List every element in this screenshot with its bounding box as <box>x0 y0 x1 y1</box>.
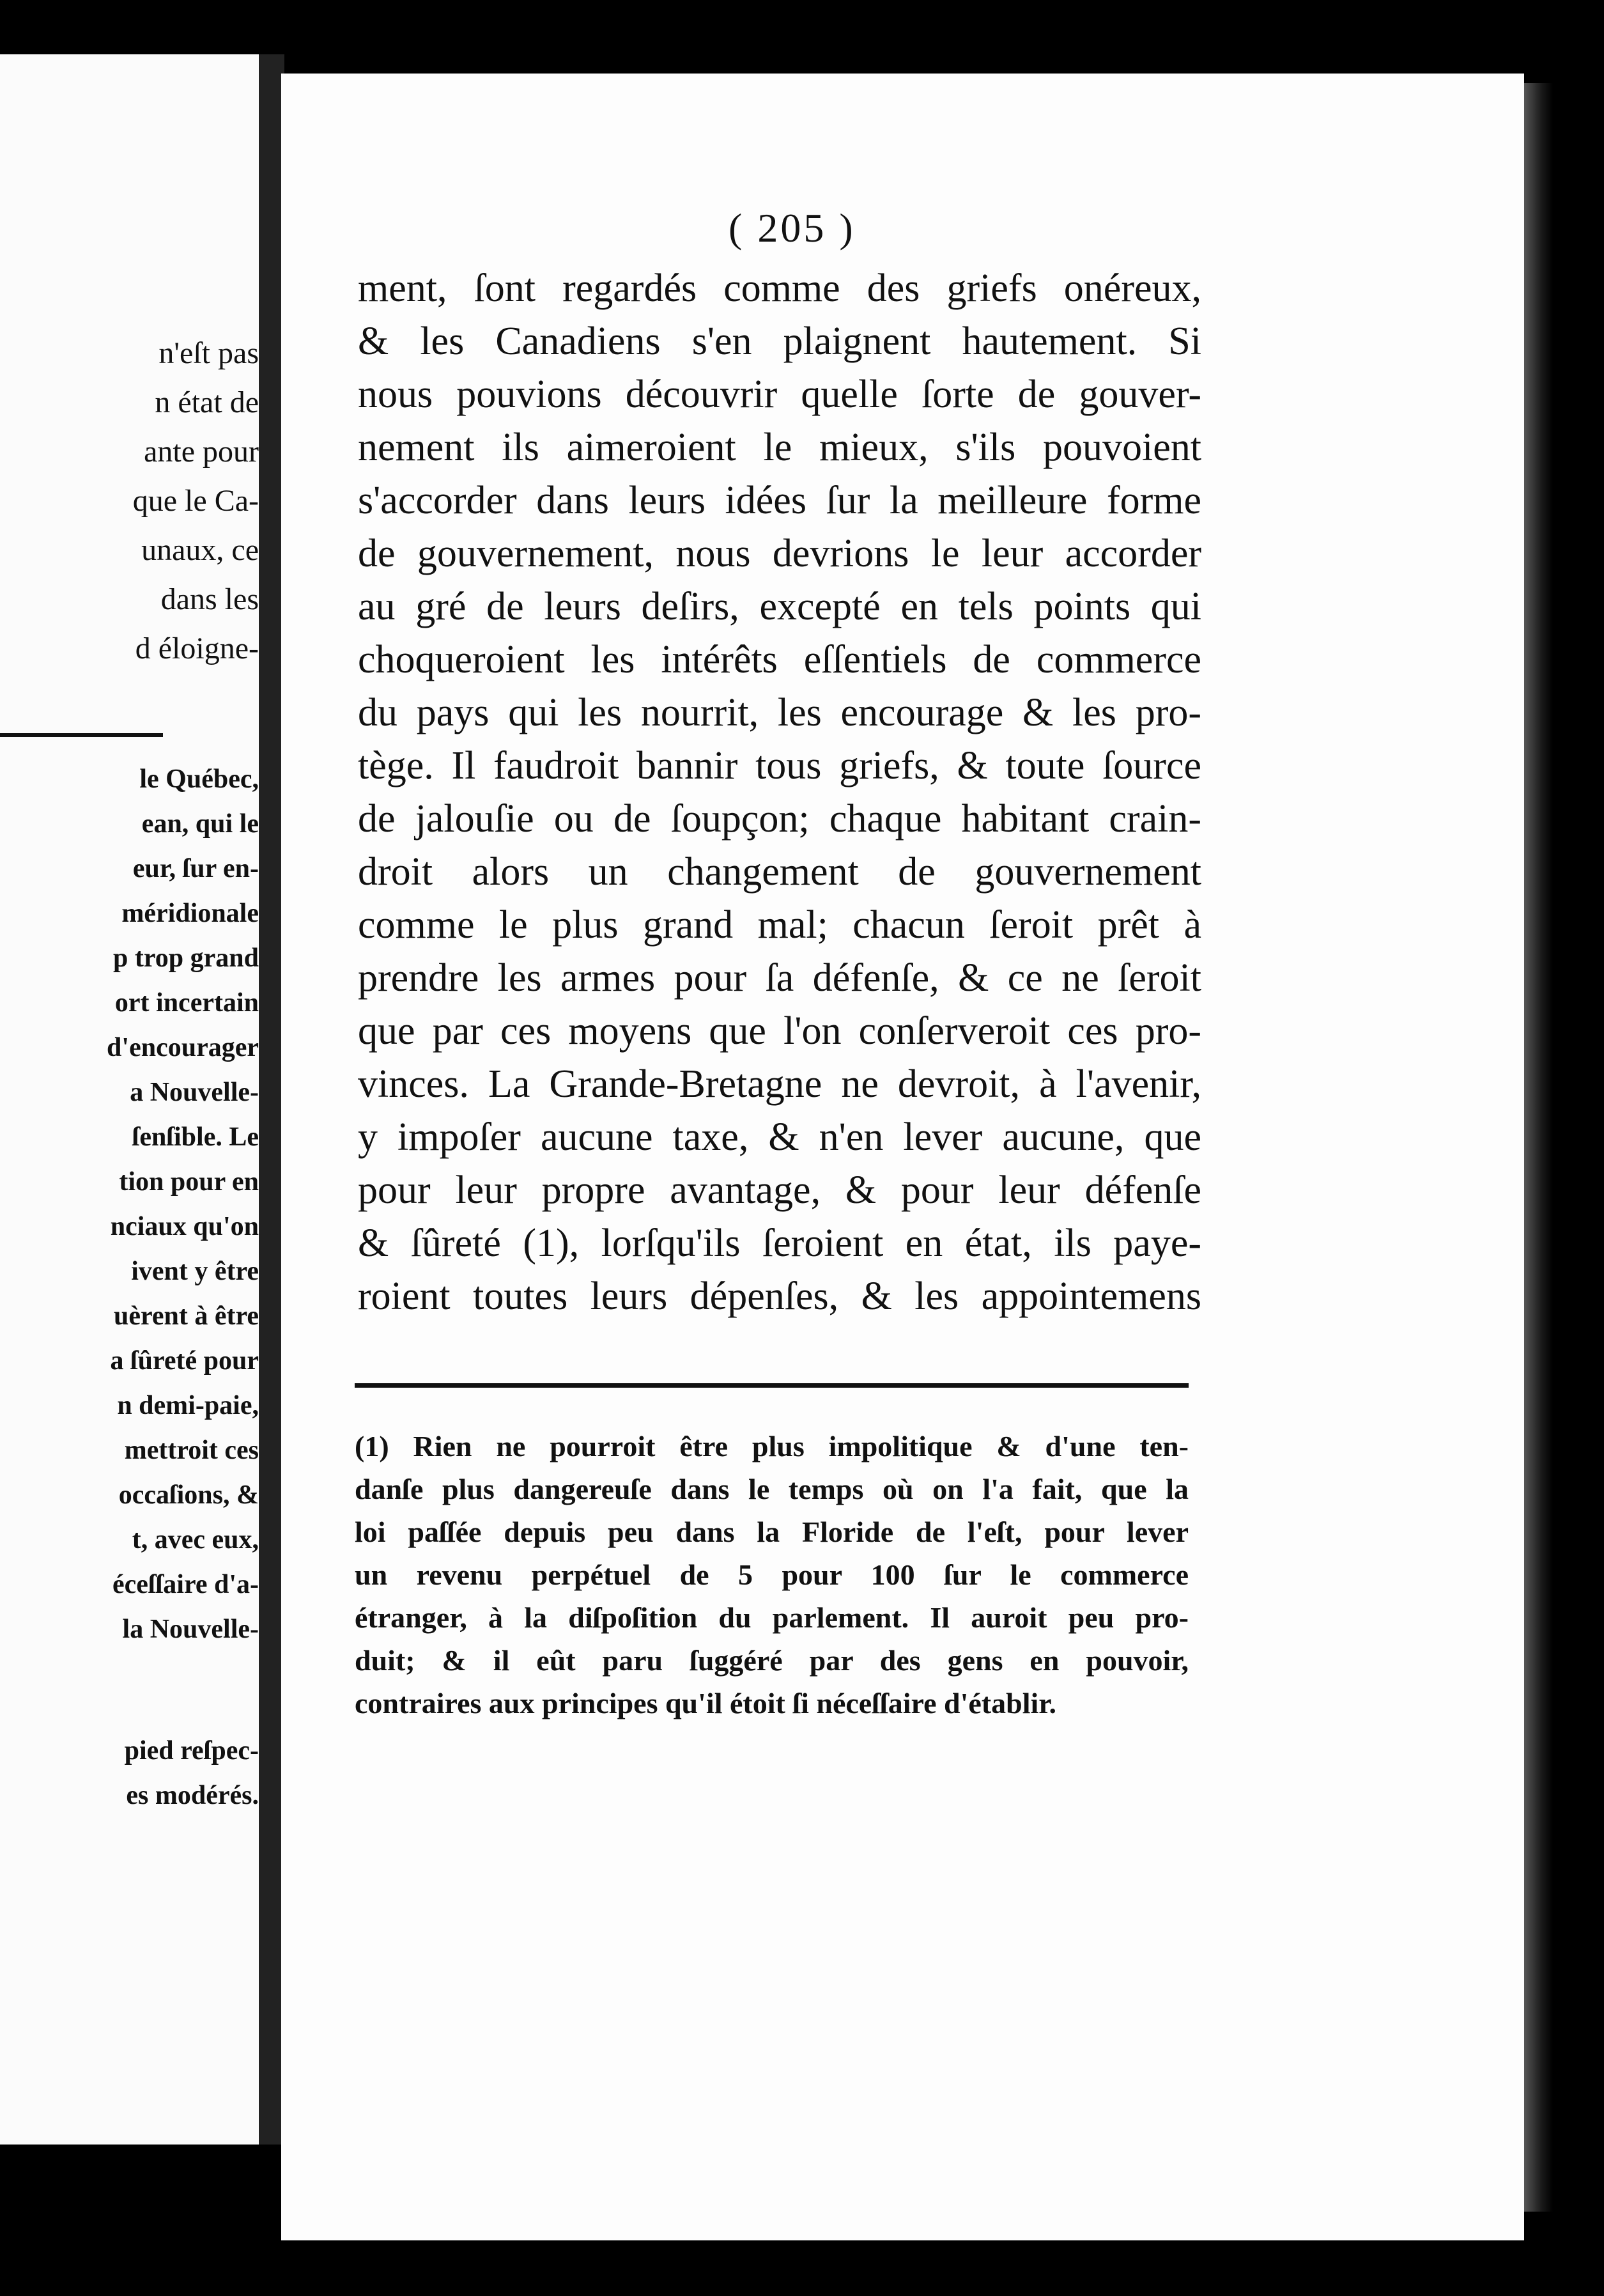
left-text-line: éceſſaire d'a- <box>112 1570 259 1599</box>
left-text-line: eur, ſur en- <box>132 854 259 883</box>
footnote-line: contraires aux principes qu'il étoit ſi néceſſaire d'établir. <box>355 1687 1056 1719</box>
body-text-line: & les Canadiens s'en plaignent hautement. Si <box>358 320 1201 363</box>
left-text-line: n état de <box>155 385 259 419</box>
body-text-line: comme le plus grand mal; chacun ſeroit prêt à <box>358 903 1201 947</box>
body-text-line: choqueroient les intérêts eſſentiels de commerce <box>358 638 1201 681</box>
footnote-line: duit; & il eût paru ſuggéré par des gens en pouvoir, <box>355 1644 1189 1677</box>
left-text-line: d'encourager <box>107 1033 259 1062</box>
left-text-line: la Nouvelle- <box>122 1615 259 1644</box>
left-text-line: unaux, ce <box>141 533 259 567</box>
left-text-line: pied reſpec- <box>124 1736 259 1765</box>
footnote-line: danſe plus dangereuſe dans le temps où on l'a fait, que la <box>355 1473 1189 1505</box>
body-text-line: ment, ſont regardés comme des griefs onéreux, <box>358 267 1201 310</box>
left-text-line: méridionale <box>121 899 259 928</box>
page-edge <box>1524 83 1553 2212</box>
body-text-line: y impoſer aucune taxe, & n'en lever aucune, que <box>358 1115 1201 1159</box>
body-text-line: de jalouſie ou de ſoupçon; chaque habitant crain- <box>358 797 1201 841</box>
body-text-line: tège. Il faudroit bannir tous griefs, & toute ſource <box>358 744 1201 787</box>
left-text-line: es modérés. <box>126 1781 259 1810</box>
left-text-line: ean, qui le <box>141 809 259 839</box>
body-text-line: au gré de leurs deſirs, excepté en tels points qui <box>358 585 1201 628</box>
left-text-line: dans les <box>160 582 259 616</box>
body-text-line: nous pouvions découvrir quelle ſorte de gouver- <box>358 373 1201 416</box>
footnote-line: loi paſſée depuis peu dans la Floride de l'eſt, pour lever <box>355 1516 1189 1548</box>
footnote-rule <box>355 1383 1189 1388</box>
left-text-line: n'eſt pas <box>158 336 259 370</box>
left-text-line: que le Ca- <box>132 484 259 518</box>
book-gutter <box>259 54 284 2145</box>
left-text-line: n demi-paie, <box>117 1391 259 1420</box>
body-text-line: de gouvernement, nous devrions le leur accorder <box>358 532 1201 575</box>
left-text-line: uèrent à être <box>113 1301 259 1331</box>
body-text-line: du pays qui les nourrit, les encourage & les pro- <box>358 691 1201 734</box>
left-text-line: ivent y être <box>131 1257 259 1286</box>
body-text-line: nement ils aimeroient le mieux, s'ils pouvoient <box>358 426 1201 469</box>
left-text-line: ſenſible. Le <box>132 1122 259 1152</box>
left-text-line: a ſûreté pour <box>110 1346 259 1376</box>
left-text-line: a Nouvelle- <box>130 1078 259 1107</box>
body-text-line: & ſûreté (1), lorſqu'ils ſeroient en état, ils paye- <box>358 1222 1201 1265</box>
left-text-line: ort incertain <box>114 988 259 1018</box>
left-text-line: mettroit ces <box>124 1436 259 1465</box>
page-number: ( 205 ) <box>729 205 856 251</box>
left-text-line: t, avec eux, <box>132 1525 259 1555</box>
left-footnote-rule <box>0 733 163 737</box>
footnote-line: étranger, à la diſpoſition du parlement. Il auroit peu pro- <box>355 1601 1189 1634</box>
left-text-line: occaſions, & <box>118 1480 259 1510</box>
body-text-line: droit alors un changement de gouvernement <box>358 850 1201 894</box>
body-text-line: pour leur propre avantage, & pour leur défenſe <box>358 1168 1201 1212</box>
body-text-line: roient toutes leurs dépenſes, & les appointemens <box>358 1275 1201 1318</box>
body-text-line: que par ces moyens que l'on conſerveroit ces pro- <box>358 1009 1201 1053</box>
footnote-line: (1) Rien ne pourroit être plus impolitique & d'une ten- <box>355 1430 1189 1462</box>
body-text-line: s'accorder dans leurs idées ſur la meilleure forme <box>358 479 1201 522</box>
footnote-line: un revenu perpétuel de 5 pour 100 ſur le commerce <box>355 1558 1189 1591</box>
body-text-line: prendre les armes pour ſa défenſe, & ce ne ſeroit <box>358 956 1201 1000</box>
left-text-line: ante pour <box>144 435 259 469</box>
left-text-line: d éloigne- <box>135 632 259 665</box>
left-text-line: nciaux qu'on <box>110 1212 259 1241</box>
left-text-line: tion pour en <box>119 1167 259 1197</box>
left-text-line: le Québec, <box>139 764 259 794</box>
left-page-fragment <box>0 54 259 2145</box>
left-text-line: p trop grand <box>113 943 259 973</box>
body-text-line: vinces. La Grande-Bretagne ne devroit, à l'avenir, <box>358 1062 1201 1106</box>
